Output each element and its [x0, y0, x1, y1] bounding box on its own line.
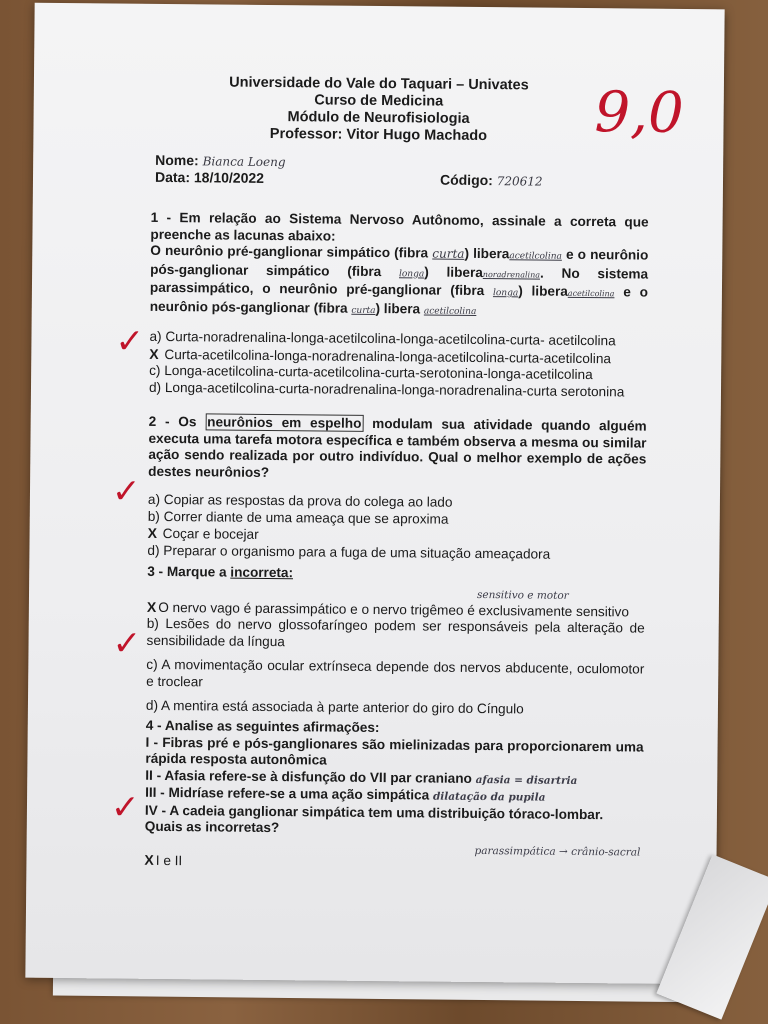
q4-intro: 4 - Analise as seguintes afirmações: — [145, 717, 380, 736]
question-2-stem — [148, 414, 647, 485]
q4-item-3: III - Midríase refere-se a uma ação simpática — [145, 784, 430, 803]
q1-text-a: O neurônio pré-ganglionar simpático (fibra — [150, 242, 433, 261]
q1-fill-f: acetilcolina — [567, 288, 615, 299]
q1-fill-c: longa — [398, 268, 425, 279]
code-value: 720612 — [496, 174, 543, 189]
q2-boxed-term: neurônios em espelho — [205, 413, 363, 432]
q3-option-a-text: O nervo vago é parassimpático e o nervo trigêmeo é exclusivamente sensitivo — [158, 599, 630, 619]
q4-item-2-annotation: afasia = disartria — [475, 773, 578, 787]
q1-text-c: e o neurônio pós-ganglionar simpático (fibra — [150, 246, 649, 279]
exam-sheet — [25, 3, 724, 985]
q4-item-2: II - Afasia refere-se à disfunção do VII par craniano — [145, 767, 472, 786]
q4-item-3-annotation: dilatação da pupila — [432, 790, 546, 804]
q1-answer-mark: X — [149, 345, 159, 362]
question-3-options — [146, 598, 645, 719]
q1-option-d[interactable]: d) Longa-acetilcolina-curta-noradrenalina-longa-noradrenalina-curta serotonina — [148, 379, 625, 399]
q1-text-d: ) libera — [424, 263, 483, 280]
q1-fill-d: noradrenalina — [482, 269, 541, 280]
code-field — [440, 172, 543, 191]
q1-fill-e: longa — [492, 288, 519, 299]
q1-option-c[interactable]: c) Longa-acetilcolina-curta-acetilcolina-curta-serotonina-longa-acetilcolina — [149, 362, 593, 383]
name-label: Nome: — [155, 151, 199, 169]
q1-text-b: ) libera — [464, 245, 510, 262]
question-4 — [110, 717, 644, 874]
q3-answer-mark: X — [146, 598, 157, 615]
q2-text-b: modulam sua atividade quando alguém executa uma tarefa motora específica e também observa a mesma ou similar ação sendo realizada por outro indivíduo. Qual o melhor exemplo de ações destes neurônios? — [148, 415, 647, 480]
q1-fill-h: acetilcolina — [423, 305, 477, 317]
q1-correct-check-icon: ✓ — [115, 321, 145, 362]
q2-answer-mark: X — [147, 524, 158, 541]
q4-correct-check-icon: ✓ — [110, 787, 140, 828]
q1-option-b-text: Curta-acetilcolina-longa-noradrenalina-longa-acetilcolina-curta-acetilcolina — [160, 346, 612, 366]
student-name: Bianca Loeng — [202, 154, 286, 170]
q1-fill-b: acetilcolina — [509, 251, 562, 262]
code-label: Código: — [439, 171, 493, 189]
module-name: Módulo de Neurofisiologia — [287, 109, 470, 127]
question-3-stem — [147, 564, 645, 585]
q1-text-g: e o neurônio pós-ganglionar (fibra — [149, 284, 649, 316]
q4-item-4-annotation: parassimpática → crânio-sacral — [474, 844, 641, 859]
question-1-intro: 1 - Em relação ao Sistema Nervoso Autônomo, assinale a correta que preenche as lacunas abaixo: — [150, 209, 649, 244]
professor-name: Professor: Vitor Hugo Machado — [269, 125, 488, 145]
q4-question: Quais as incorretas? — [144, 818, 280, 836]
q3-annotation: sensitivo e motor — [476, 588, 569, 602]
q4-option-a-text: I e II — [155, 852, 183, 868]
q1-fill-g: curta — [351, 305, 376, 316]
course-name: Curso de Medicina — [314, 92, 444, 110]
q4-option-a[interactable] — [144, 851, 642, 873]
question-1-options — [149, 329, 648, 401]
q1-text-e: . No sistema parassimpático, o neurônio pré-ganglionar (fibra — [149, 265, 649, 299]
date-label: Data: 18/10/2022 — [154, 168, 265, 186]
q1-fill-a: curta — [432, 246, 465, 261]
question-1 — [115, 209, 649, 401]
q2-option-d[interactable]: d) Preparar o organismo para a fuga de uma situação ameaçadora — [147, 542, 551, 562]
q4-item-1: I - Fibras pré e pós-ganglionares são mielinizadas para proporcionarem uma rápida resposta autonômica — [145, 734, 644, 768]
q1-option-a[interactable]: a) Curta-noradrenalina-longa-acetilcolina-longa-acetilcolina-curta- acetilcolina — [149, 328, 616, 349]
q2-text-a: 2 - Os — [148, 413, 206, 430]
student-info — [155, 152, 605, 190]
q1-text-f: ) libera — [518, 283, 568, 299]
q2-option-b[interactable]: b) Correr diante de uma ameaça que se aproxima — [147, 508, 449, 527]
q4-item-4: IV - A cadeia ganglionar simpática tem uma distribuição tóraco-lombar. — [144, 802, 604, 822]
question-2 — [111, 413, 647, 564]
q2-option-a[interactable]: a) Copiar as respostas da prova do colega ao lado — [147, 491, 453, 510]
q3-text-a: 3 - Marque a — [147, 563, 231, 580]
grade-mark: 9,0 — [594, 80, 684, 146]
q3-option-c[interactable]: c) A movimentação ocular extrínseca depende dos nervos abducente, oculomotor e troclear — [146, 656, 645, 689]
q2-correct-check-icon: ✓ — [111, 471, 141, 512]
q3-correct-check-icon: ✓ — [112, 623, 142, 664]
question-4-options — [144, 851, 642, 873]
q4-answer-mark: X — [144, 851, 154, 868]
q3-underlined-word: incorreta: — [230, 564, 294, 581]
q3-option-b[interactable]: b) Lesões do nervo glossofaríngeo podem ser responsáveis pela alteração de sensibilidade da língua — [146, 615, 645, 649]
question-3 — [112, 563, 645, 719]
question-1-stem — [150, 210, 649, 322]
question-2-options — [147, 492, 646, 564]
q3-option-d[interactable]: d) A mentira está associada à parte anterior do giro do Cíngulo — [145, 697, 524, 717]
q1-text-h: ) libera — [375, 300, 421, 316]
q2-option-c-text: Coçar e bocejar — [158, 525, 259, 542]
university-name: Universidade do Vale do Taquari – Univates — [229, 74, 529, 94]
question-4-stem — [145, 718, 644, 840]
